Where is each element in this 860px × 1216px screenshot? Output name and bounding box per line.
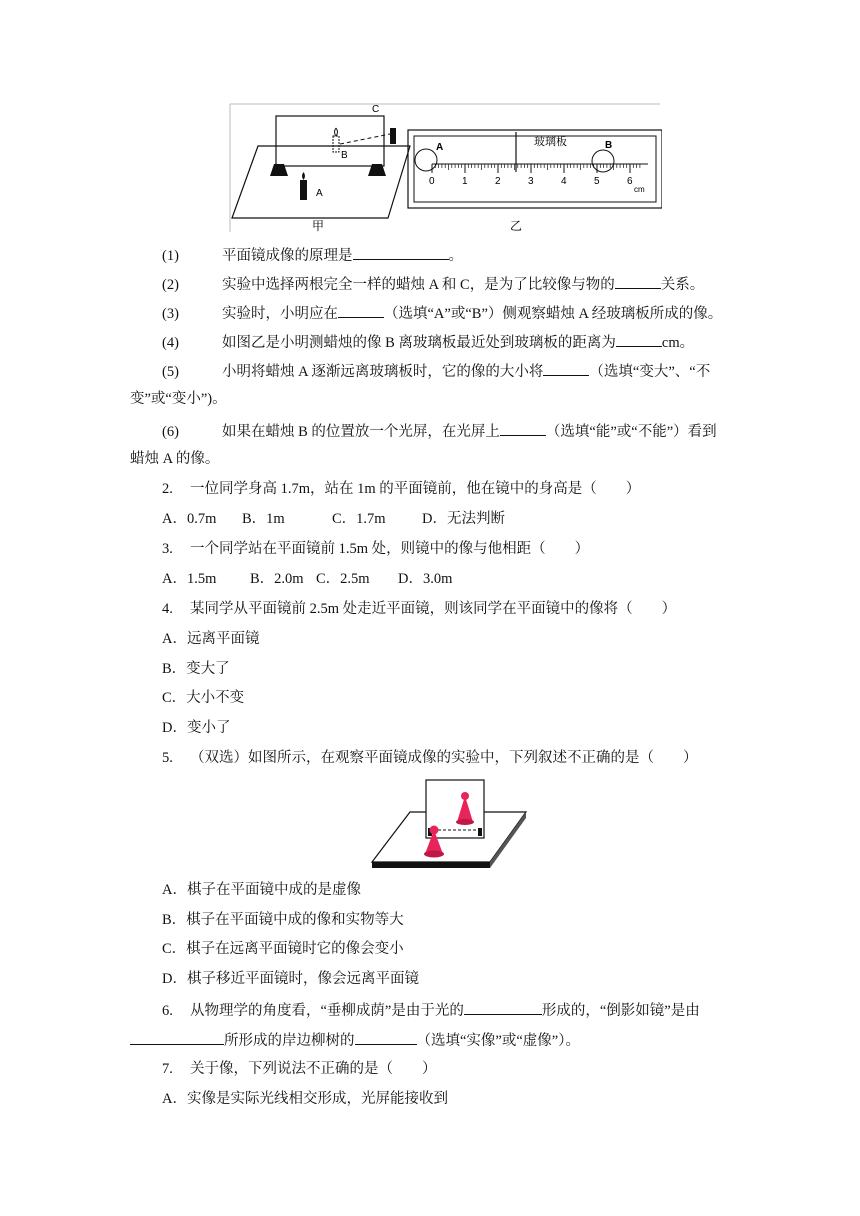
option[interactable]: A．1.5m	[162, 571, 217, 587]
answer-blank[interactable]	[355, 1029, 417, 1045]
ruler-tick-label: 4	[561, 176, 567, 187]
question-7: 7. 关于像，下列说法不正确的是（ ）	[162, 1061, 437, 1077]
q1-item-5-cont: 变”或“变小”)。	[130, 391, 227, 407]
ruler-tick-label: 6	[627, 176, 633, 187]
question-7-option-a[interactable]: A．实像是实际光线相交形成，光屏能接收到	[162, 1091, 448, 1107]
q1-item-num: (4)	[162, 335, 179, 351]
ruler-unit: cm	[634, 185, 645, 194]
answer-blank[interactable]	[353, 244, 449, 260]
answer-blank[interactable]	[543, 360, 589, 376]
answer-blank[interactable]	[338, 302, 384, 318]
glass-label: 玻璃板	[534, 136, 567, 148]
answer-blank[interactable]	[500, 420, 546, 436]
question-3-options	[162, 569, 452, 589]
question-4: 4. 某同学从平面镜前 2.5m 处走近平面镜，则该同学在平面镜中的像将（ ）	[162, 601, 677, 617]
figure-chess-mirror	[370, 778, 528, 870]
ruler-tick-label: 0	[429, 176, 435, 187]
figure-jia	[232, 104, 410, 233]
question-5-option-c[interactable]: C．棋子在远离平面镜时它的像会变小	[162, 941, 404, 957]
answer-blank[interactable]	[464, 999, 542, 1015]
ruler-tick-label: 1	[462, 176, 468, 187]
figure-mirror-experiment	[228, 100, 662, 236]
question-4-option-d[interactable]: D．变小了	[162, 720, 231, 736]
q1-item-5: (5) 小明将蜡烛 A 逐渐远离玻璃板时，它的像的大小将 （选填“变大”、“不	[162, 360, 710, 382]
answer-blank[interactable]	[130, 1029, 224, 1045]
q1-item-6: (6) 如果在蜡烛 B 的位置放一个光屏，在光屏上 （选填“能”或“不能”）看到	[162, 420, 717, 442]
question-6: 6. 从物理学的角度看，“垂柳成荫”是由于光的 形成的，“倒影如镜”是由	[162, 999, 700, 1021]
question-6-cont: 所形成的岸边柳树的 （选填“实像”或“虚像”）。	[130, 1029, 580, 1051]
question-5-option-a[interactable]: A．棋子在平面镜中成的是虚像	[162, 882, 361, 898]
label-a: A	[316, 188, 323, 199]
option[interactable]: B．1m	[242, 511, 285, 527]
q1-item-6-cont: 蜡烛 A 的像。	[130, 451, 220, 467]
q1-item-3: (3) 实验时，小明应在 （选填“A”或“B”）侧观察蜡烛 A 经玻璃板所成的像。	[162, 302, 722, 324]
q1-item-num: (1)	[162, 248, 179, 264]
caption-yi: 乙	[510, 219, 523, 233]
option[interactable]: D．无法判断	[422, 511, 505, 527]
figure-yi	[408, 130, 662, 233]
ruler-tick-label: 2	[495, 176, 501, 187]
option[interactable]: C．1.7m	[332, 511, 386, 527]
question-4-option-a[interactable]: A．远离平面镜	[162, 631, 260, 647]
ruler-label-a: A	[436, 142, 444, 153]
q1-item-num: (5)	[162, 364, 179, 380]
option[interactable]: D．3.0m	[398, 571, 453, 587]
label-b: B	[341, 150, 348, 161]
caption-jia: 甲	[312, 219, 325, 233]
option[interactable]: B．2.0m	[250, 571, 304, 587]
question-4-option-c[interactable]: C．大小不变	[162, 690, 245, 706]
question-5: 5. （双选）如图所示，在观察平面镜成像的实验中，下列叙述不正确的是（ ）	[162, 750, 698, 766]
ruler-ticks	[429, 164, 640, 187]
q1-item-num: (3)	[162, 306, 179, 322]
question-2-options	[162, 509, 505, 529]
label-c: C	[372, 104, 380, 115]
q1-item-num: (2)	[162, 277, 179, 293]
question-3: 3. 一个同学站在平面镜前 1.5m 处，则镜中的像与他相距（ ）	[162, 541, 590, 557]
option[interactable]: A．0.7m	[162, 511, 217, 527]
q1-item-num: (6)	[162, 424, 179, 440]
question-5-option-d[interactable]: D．棋子移近平面镜时，像会远离平面镜	[162, 971, 419, 987]
ruler-tick-label: 5	[594, 176, 600, 187]
answer-blank[interactable]	[615, 273, 661, 289]
q1-item-2: (2) 实验中选择两根完全一样的蜡烛 A 和 C，是为了比较像与物的 关系。	[162, 273, 704, 295]
option[interactable]: C．2.5m	[316, 571, 370, 587]
question-4-option-b[interactable]: B．变大了	[162, 661, 230, 677]
q1-item-4: (4) 如图乙是小明测蜡烛的像 B 离玻璃板最近处到玻璃板的距离为 cm。	[162, 331, 694, 353]
question-2: 2. 一位同学身高 1.7m，站在 1m 的平面镜前，他在镜中的身高是（ ）	[162, 481, 641, 497]
question-5-option-b[interactable]: B．棋子在平面镜中成的像和实物等大	[162, 912, 404, 928]
ruler-label-b: B	[605, 140, 613, 151]
ruler-tick-label: 3	[528, 176, 534, 187]
answer-blank[interactable]	[616, 331, 662, 347]
q1-item-1: (1) 平面镜成像的原理是 。	[162, 244, 463, 266]
